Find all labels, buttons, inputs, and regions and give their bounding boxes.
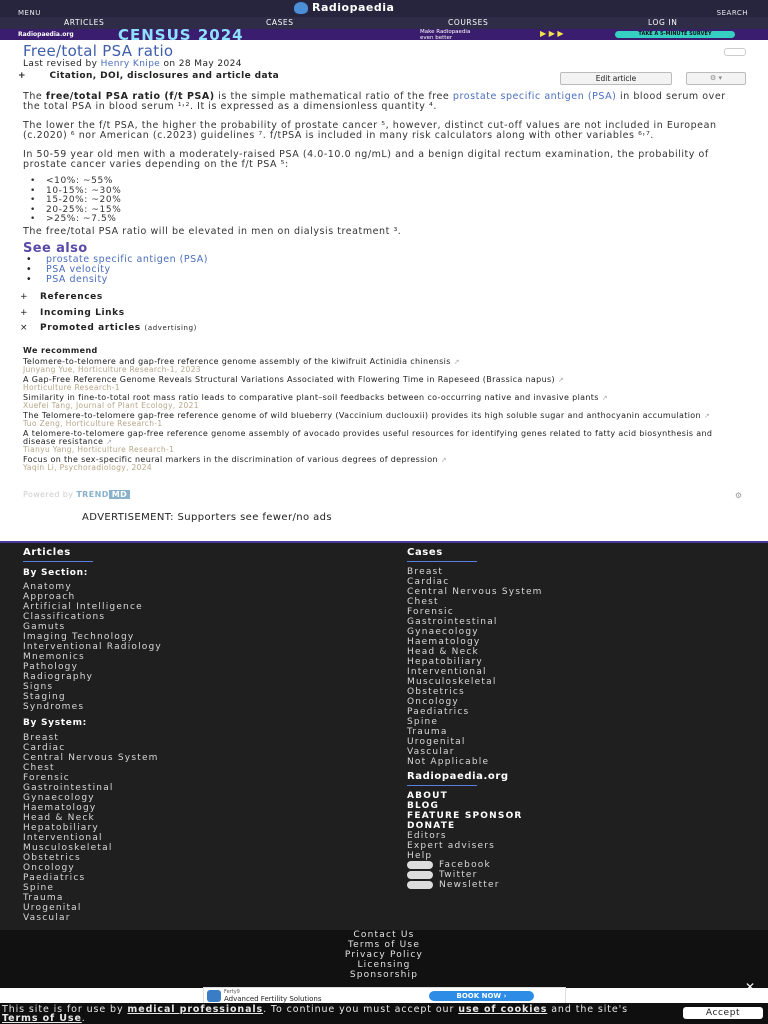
medical-professionals-link[interactable]: medical professionals <box>127 1004 264 1015</box>
settings-gear-icon[interactable]: ⚙ <box>734 491 742 500</box>
footer-link[interactable]: Spine <box>23 883 55 893</box>
footer-link[interactable]: Gastrointestinal <box>23 783 114 793</box>
footer-link[interactable]: Central Nervous System <box>407 587 543 597</box>
list-item: • <10%: ~55% <box>30 177 121 187</box>
cases-list <box>407 567 543 767</box>
footer-link[interactable]: Chest <box>23 763 55 773</box>
close-icon[interactable]: ✕ <box>745 980 756 994</box>
see-also-link[interactable]: PSA density <box>46 274 108 285</box>
footer-link[interactable]: Help <box>407 851 433 861</box>
footer-link-feature-sponsor[interactable]: FEATURE SPONSOR <box>407 811 523 821</box>
author-link[interactable]: Henry Knipe <box>100 59 161 69</box>
list-item[interactable]: A Gap-Free Reference Genome Reveals Structural Variations Associated with Flowering Time in Rapeseed (Brassica napus) ↗ Horticulture Research-1 <box>23 375 565 392</box>
gear-icon[interactable]: ⚙ ▾ <box>686 72 746 85</box>
footer-link[interactable]: Musculoskeletal <box>407 677 497 687</box>
org-links <box>407 831 495 861</box>
footer-link-blog[interactable]: BLOG <box>407 801 440 811</box>
footer-link[interactable]: Gastrointestinal <box>407 617 498 627</box>
footer-link[interactable]: Mnemonics <box>23 652 85 662</box>
list-item[interactable]: Focus on the sex-specific neural markers in the discrimination of various degrees of depression ↗ Yaqin Li, Psychoradiology, 2024 <box>23 455 448 472</box>
footer-org-heading: Radiopaedia.org <box>407 771 509 782</box>
footer-link[interactable]: Vascular <box>407 747 455 757</box>
ad-brand: Ferty9 <box>224 989 240 995</box>
powered-by[interactable]: Powered by TREND MD <box>23 490 130 499</box>
incoming-links-toggle[interactable]: + Incoming Links <box>20 308 125 318</box>
nav-articles[interactable]: ARTICLES <box>64 18 105 27</box>
footer-link[interactable]: Central Nervous System <box>23 753 159 763</box>
nav-cases[interactable]: CASES <box>266 18 294 27</box>
footer-link[interactable]: Trauma <box>407 727 448 737</box>
top-bar <box>0 0 768 17</box>
footer-link[interactable]: Head & Neck <box>23 813 95 823</box>
list-item[interactable]: A telomere-to-telomere gap-free reference genome assembly of avocado provides useful resources for identifying genes related to fatty acid biosynthesis and disease resistance ↗ Tianyu Yang, Horticulture Research-1 <box>23 429 713 454</box>
footer-link[interactable]: Sponsorship <box>349 970 419 980</box>
footer-link[interactable]: Cardiac <box>23 743 66 753</box>
facebook-link[interactable]: Facebook <box>407 860 500 870</box>
footer-link[interactable]: Obstetrics <box>407 687 465 697</box>
main-nav <box>0 17 768 29</box>
footer-link-about[interactable]: ABOUT <box>407 791 448 801</box>
advertisement-notice: ADVERTISEMENT: Supporters see fewer/no ads <box>82 512 332 523</box>
collapse-icon: × <box>20 323 29 333</box>
footer-link[interactable]: Approach <box>23 592 76 602</box>
external-link-icon: ↗ <box>557 376 565 384</box>
terms-link[interactable]: Terms of Use <box>2 1013 82 1024</box>
footer-link[interactable]: Forensic <box>407 607 454 617</box>
footer-link[interactable]: Terms of Use <box>347 940 421 950</box>
see-also-heading: See also <box>23 241 88 256</box>
footer-link[interactable]: Paediatrics <box>407 707 470 717</box>
footer-link[interactable]: Interventional <box>23 833 103 843</box>
footer-link[interactable]: Interventional <box>407 667 487 677</box>
section-list <box>23 582 162 712</box>
footer-link[interactable]: Syndromes <box>23 702 85 712</box>
nav-login[interactable]: LOG IN <box>648 18 678 27</box>
expand-icon: + <box>18 71 26 81</box>
page-title: Free/total PSA ratio <box>23 42 174 60</box>
newsletter-link[interactable]: Newsletter <box>407 880 500 890</box>
footer-link[interactable]: Oncology <box>407 697 459 707</box>
footer-link[interactable]: Hepatobiliary <box>407 657 483 667</box>
probability-list <box>30 177 121 225</box>
footer-link[interactable]: Head & Neck <box>407 647 479 657</box>
census-banner[interactable] <box>0 29 768 40</box>
see-also-list <box>26 255 208 285</box>
footer-link[interactable]: Classifications <box>23 612 106 622</box>
footer-link[interactable]: Contact Us <box>353 930 415 940</box>
expand-icon: + <box>20 308 29 318</box>
footer-link[interactable]: Radiography <box>23 672 94 682</box>
footer-link[interactable]: Licensing <box>357 960 411 970</box>
footer-link[interactable]: Artificial Intelligence <box>23 602 143 612</box>
list-item: • 15-20%: ~20% <box>30 196 121 206</box>
footer-link[interactable]: Paediatrics <box>23 873 86 883</box>
footer-link[interactable]: Imaging Technology <box>23 632 135 642</box>
see-also-link[interactable]: prostate specific antigen (PSA) <box>46 254 209 265</box>
footer-link[interactable]: Chest <box>407 597 439 607</box>
footer-link[interactable]: Gynaecology <box>23 793 95 803</box>
footer-link[interactable]: Urogenital <box>407 737 466 747</box>
citation-toggle[interactable]: + Citation, DOI, disclosures and article data <box>18 71 280 81</box>
footer-link[interactable]: Haematology <box>407 637 481 647</box>
footer-link[interactable]: Anatomy <box>23 582 72 592</box>
external-link-icon: ↗ <box>106 438 113 446</box>
list-item[interactable]: Telomere-to-telomere and gap-free reference genome assembly of the kiwifruit Actinidia chinensis ↗ Junyang Yue, Horticulture Research-1, 2023 <box>23 357 460 374</box>
radiopaedia-logo-icon <box>294 2 308 14</box>
footer-articles-heading[interactable]: Articles <box>23 547 71 558</box>
org-links-bold <box>407 791 523 831</box>
footer-link[interactable]: Gamuts <box>23 622 66 632</box>
footer-link[interactable]: Urogenital <box>23 903 82 913</box>
footer-link[interactable]: Forensic <box>23 773 70 783</box>
footer-link[interactable]: Editors <box>407 831 447 841</box>
edit-article-button[interactable]: Edit article <box>560 72 672 85</box>
banner-subtext: Make Radiopaedia even better <box>420 29 471 40</box>
expand-icon: + <box>20 292 29 302</box>
footer-link[interactable]: Hepatobiliary <box>23 823 99 833</box>
cookies-link[interactable]: use of cookies <box>458 1004 548 1015</box>
revised-line: Last revised by Henry Knipe on 28 May 2024 <box>23 59 242 69</box>
footer-link[interactable]: Haematology <box>23 803 97 813</box>
footer-link[interactable]: Trauma <box>23 893 64 903</box>
search-button[interactable]: SEARCH <box>716 9 748 17</box>
footer-link[interactable]: Expert advisers <box>407 841 496 851</box>
paragraph-4: The free/total PSA ratio will be elevated in men on dialysis treatment ³. <box>23 226 402 237</box>
footer-link[interactable]: Vascular <box>23 913 71 923</box>
footer-link-donate[interactable]: DONATE <box>407 821 456 831</box>
list-item: • 20-25%: ~15% <box>30 206 121 216</box>
twitter-link[interactable]: Twitter <box>407 870 500 880</box>
recommend-list <box>23 358 745 474</box>
by-system-heading: By System: <box>23 718 87 728</box>
footer-link[interactable]: Privacy Policy <box>344 950 424 960</box>
bookmark-icon[interactable] <box>724 48 746 56</box>
list-item: • >25%: ~7.5% <box>30 215 121 225</box>
cookie-message: This site is for use by medical professionals. To continue you must accept our use of cookies and the site's Terms of Use. <box>2 1004 629 1024</box>
footer-link[interactable]: Interventional Radiology <box>23 642 162 652</box>
references-toggle[interactable]: + References <box>20 292 103 302</box>
banner-headline: CENSUS 2024 <box>118 29 244 40</box>
paragraph-2: The lower the f/t PSA, the higher the probability of prostate cancer ⁵, however, distinct cut-off values are not included in European (c.2020) ⁶ nor American (c.2023) guidelines ⁷. f/tPSA is included in many risk calculators along with other variables ⁶˒⁷. <box>23 120 717 141</box>
site-name: Radiopaedia <box>312 1 395 14</box>
footer-link[interactable]: Spine <box>407 717 439 727</box>
survey-button[interactable]: TAKE A 5-MINUTE SURVEY <box>615 31 735 38</box>
accept-cookies-button[interactable]: Accept <box>683 1007 763 1019</box>
cookie-banner <box>0 1003 768 1024</box>
external-link-icon: ↗ <box>703 412 711 420</box>
footer-bottom-links <box>0 930 768 988</box>
footer-link[interactable]: Oncology <box>23 863 75 873</box>
by-section-heading: By Section: <box>23 568 89 578</box>
list-item[interactable]: The Telomere-to-telomere gap-free reference genome of wild blueberry (Vaccinium duclouxii) provides its high soluble sugar and anthocyanin accumulation ↗ Tuo Zeng, Horticulture Research-1 <box>23 411 711 428</box>
external-link-icon: ↗ <box>453 358 460 366</box>
menu-button[interactable]: MENU <box>18 9 41 17</box>
external-link-icon: ↗ <box>440 456 448 464</box>
twitter-icon <box>407 871 433 879</box>
paragraph-1: The free/total PSA ratio (f/t PSA) is the simple mathematical ratio of the free prostate specific antigen (PSA) in blood serum over the total PSA in blood serum ¹˒². It is expressed as a dimensionless quantity ⁴. <box>23 91 726 112</box>
footer-link[interactable]: Musculoskeletal <box>23 843 113 853</box>
paragraph-3: In 50-59 year old men with a moderately-raised PSA (4.0-10.0 ng/mL) and a benign digital rectum examination, the probability of prostate cancer varies depending on the f/t PSA ⁵: <box>23 149 709 170</box>
footer-link[interactable]: Gynaecology <box>407 627 479 637</box>
footer-link[interactable]: Signs <box>23 682 54 692</box>
ad-book-now-button[interactable]: BOOK NOW › <box>429 991 534 1001</box>
banner-brand: Radiopaedia.org <box>18 31 74 38</box>
trendmd-logo: TREND <box>76 490 109 499</box>
footer-link[interactable]: Staging <box>23 692 66 702</box>
footer-link[interactable]: Breast <box>407 567 444 577</box>
newsletter-icon <box>407 881 433 889</box>
see-also-link[interactable]: PSA velocity <box>46 264 111 275</box>
banner-arrows-icon: ▶ ▶ ▶ <box>540 29 564 38</box>
footer-link[interactable]: Obstetrics <box>23 853 81 863</box>
footer-link[interactable]: Pathology <box>23 662 79 672</box>
footer-link[interactable]: Not Applicable <box>407 757 490 767</box>
facebook-icon <box>407 861 433 869</box>
psa-link[interactable]: prostate specific antigen (PSA) <box>452 91 617 102</box>
promoted-articles-toggle[interactable]: × Promoted articles (advertising) <box>20 323 197 333</box>
recommend-heading: We recommend <box>23 346 98 355</box>
ad-logo-icon <box>207 990 221 1002</box>
ad-headline: Advanced Fertility Solutions <box>224 995 322 1003</box>
system-list <box>23 733 159 923</box>
footer-cases-heading[interactable]: Cases <box>407 547 443 558</box>
footer-link[interactable]: Cardiac <box>407 577 450 587</box>
external-link-icon: ↗ <box>601 394 608 402</box>
site-logo[interactable] <box>294 1 394 14</box>
list-item: • 10-15%: ~30% <box>30 187 121 197</box>
footer-link[interactable]: Breast <box>23 733 60 743</box>
nav-courses[interactable]: COURSES <box>448 18 489 27</box>
list-item[interactable]: Similarity in fine-to-total root mass ratio leads to comparative plant–soil feedbacks between co-occurring native and invasive plants ↗ Xuefei Tang, Journal of Plant Ecology, 2021 <box>23 393 608 410</box>
social-links <box>407 860 500 890</box>
